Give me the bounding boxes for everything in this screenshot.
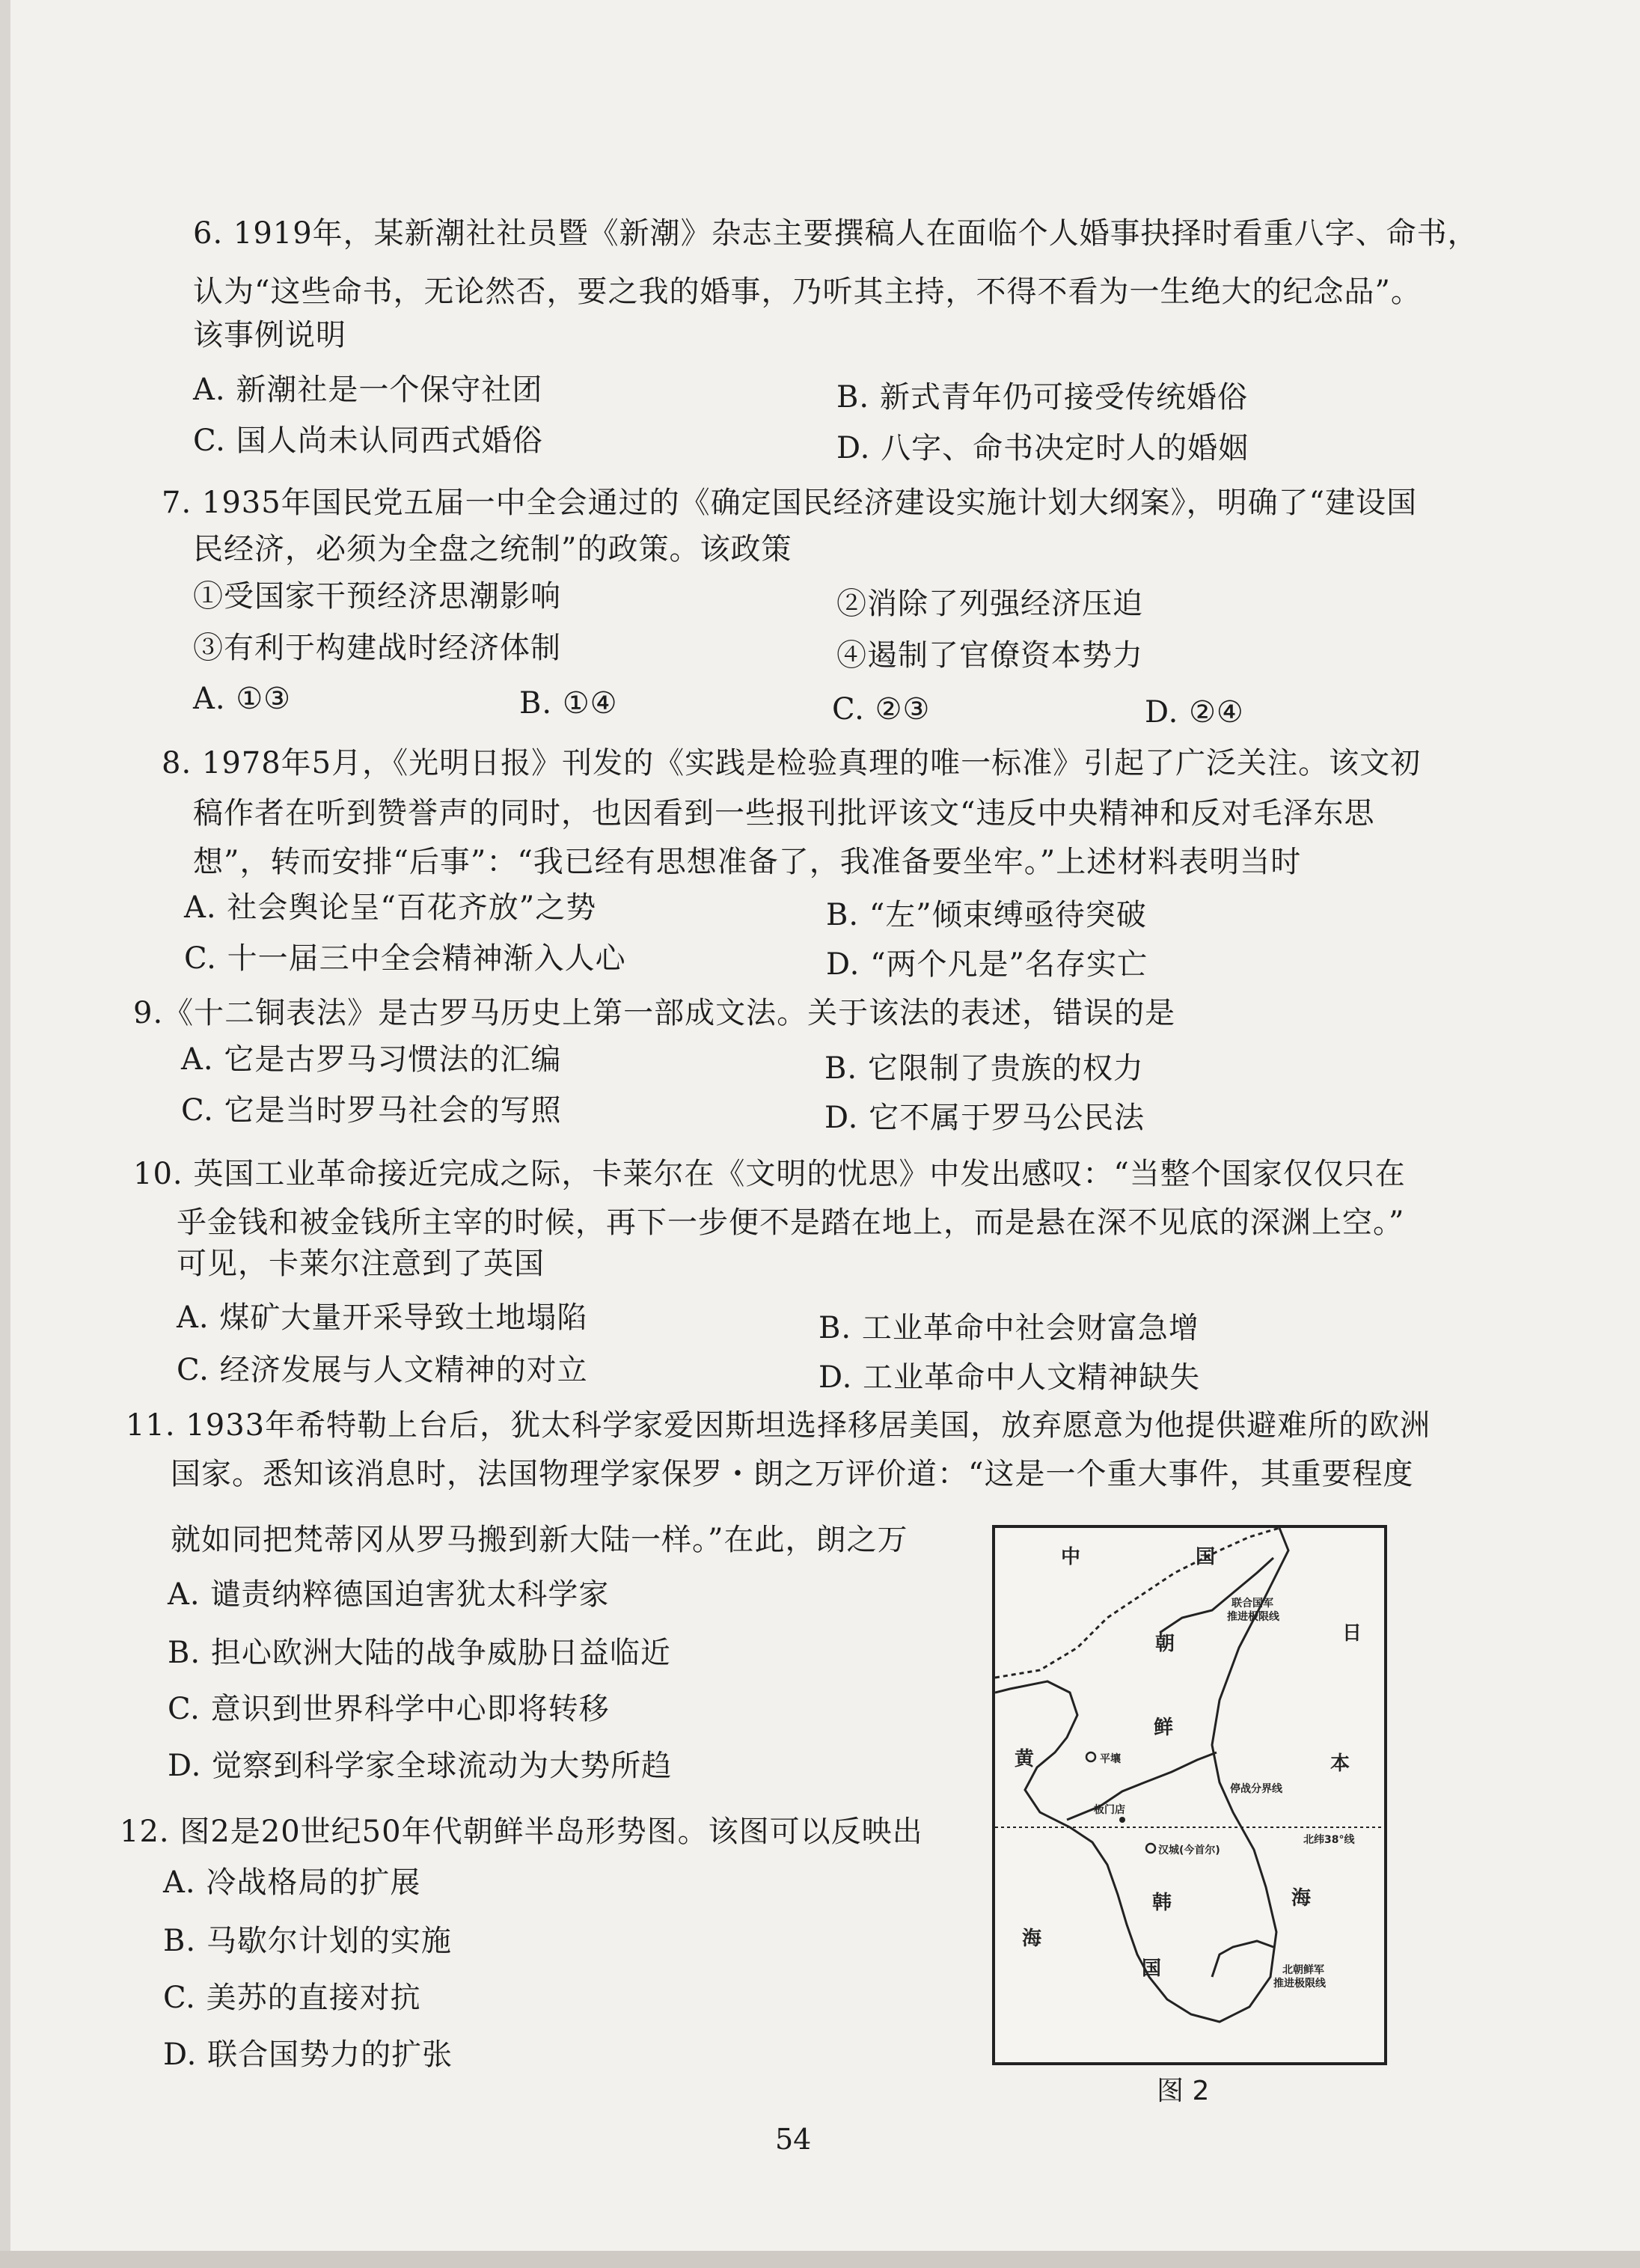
- q12-option-c: C. 美苏的直接对抗: [163, 1981, 421, 2015]
- q7-item-4: ④遏制了官僚资本势力: [836, 638, 1143, 673]
- map-label-nk-line-2: 推进极限线: [1273, 1978, 1326, 1990]
- map-label-china-1: 中: [1061, 1546, 1081, 1568]
- map-label-korea-south-1: 韩: [1152, 1892, 1172, 1914]
- q11-stem-line1: 11. 1933年希特勒上台后，犹太科学家爱因斯坦选择移居美国，放弃愿意为他提供避难所的欧洲: [126, 1408, 1431, 1443]
- q8-option-a: A. 社会舆论呈“百花齐放”之势: [184, 890, 597, 925]
- map-label-korea-north-2: 鲜: [1154, 1717, 1174, 1739]
- map-label-japan-sea-3: 海: [1291, 1887, 1312, 1910]
- q7-option-c: C. ②③: [832, 692, 931, 727]
- map-label-armistice: 停战分界线: [1230, 1783, 1282, 1795]
- q10-option-c: C. 经济发展与人文精神的对立: [177, 1353, 588, 1387]
- map-label-japan-sea-1: 日: [1342, 1622, 1362, 1645]
- q10-option-b: B. 工业革命中社会财富急增: [819, 1311, 1199, 1345]
- q6-option-d: D. 八字、命书决定时人的婚姻: [836, 431, 1249, 465]
- q11-option-a: A. 谴责纳粹德国迫害犹太科学家: [168, 1577, 610, 1612]
- q10-option-a: A. 煤矿大量开采导致土地塌陷: [177, 1300, 588, 1335]
- map-label-seoul: 汉城(今首尔): [1158, 1844, 1220, 1856]
- q7-stem-line1: 7. 1935年国民党五届一中全会通过的《确定国民经济建设实施计划大纲案》，明确了“建设国: [162, 486, 1418, 520]
- q11-stem-line2: 国家。悉知该消息时，法国物理学家保罗・朗之万评价道：“这是一个重大事件，其重要程度: [171, 1457, 1414, 1491]
- map-label-china-2: 国: [1196, 1546, 1216, 1568]
- q10-stem-line1: 10. 英国工业革命接近完成之际，卡莱尔在《文明的忧思》中发出感叹：“当整个国家仅仅只在: [133, 1157, 1406, 1191]
- q9-stem-line1: 9.《十二铜表法》是古罗马历史上第一部成文法。关于该法的表述，错误的是: [133, 996, 1176, 1030]
- q7-item-1: ①受国家干预经济思潮影响: [193, 579, 561, 614]
- q6-stem-line2: 认为“这些命书，无论然否，要之我的婚事，乃听其主持，不得不看为一生绝大的纪念品”。: [193, 275, 1422, 309]
- q8-option-c: C. 十一届三中全会精神渐入人心: [184, 941, 626, 976]
- q7-option-a: A. ①③: [193, 682, 292, 716]
- q10-stem-line2: 乎金钱和被金钱所主宰的时候，再下一步便不是踏在地上，而是悬在深不见底的深渊上空。”: [177, 1205, 1405, 1240]
- map-label-un-line-2: 推进极限线: [1227, 1611, 1279, 1623]
- map-label-panmunjom: 板门店: [1094, 1804, 1125, 1816]
- page-edge: [0, 0, 10, 2268]
- q6-option-b: B. 新式青年仍可接受传统婚俗: [836, 380, 1248, 415]
- q10-stem-line3: 可见，卡莱尔注意到了英国: [177, 1247, 545, 1281]
- q10-option-d: D. 工业革命中人文精神缺失: [819, 1360, 1201, 1395]
- q11-option-b: B. 担心欧洲大陆的战争威胁日益临近: [168, 1636, 671, 1670]
- q7-item-2: ②消除了列强经济压迫: [836, 587, 1143, 621]
- map-caption: 图 2: [1157, 2076, 1210, 2106]
- map-label-korea-north-1: 朝: [1155, 1633, 1175, 1655]
- q6-option-c: C. 国人尚未认同西式婚俗: [193, 424, 543, 458]
- map-label-un-line-1: 联合国军: [1231, 1598, 1273, 1610]
- q7-option-d: D. ②④: [1145, 695, 1244, 730]
- q9-option-c: C. 它是当时罗马社会的写照: [181, 1093, 562, 1128]
- map-label-nk-line-1: 北朝鲜军: [1282, 1964, 1324, 1976]
- q8-stem-line3: 想”，转而安排“后事”：“我已经有思想准备了，我准备要坐牢。”上述材料表明当时: [193, 845, 1302, 879]
- page-edge-bottom: [0, 2251, 1640, 2268]
- q11-stem-line3: 就如同把梵蒂冈从罗马搬到新大陆一样。”在此，朗之万: [171, 1523, 908, 1557]
- q9-option-d: D. 它不属于罗马公民法: [824, 1101, 1145, 1135]
- q7-option-b: B. ①④: [519, 686, 618, 721]
- q9-option-a: A. 它是古罗马习惯法的汇编: [181, 1042, 562, 1077]
- map-label-japan-sea-2: 本: [1330, 1752, 1350, 1775]
- map-label-38th-parallel: 北纬38°线: [1303, 1834, 1355, 1846]
- q12-option-a: A. 冷战格局的扩展: [163, 1865, 421, 1900]
- q12-option-b: B. 马歇尔计划的实施: [163, 1924, 452, 1958]
- page-number: 54: [775, 2123, 812, 2156]
- korea-map-drawing: [995, 1528, 1384, 2062]
- map-label-yellow-sea-2: 海: [1022, 1928, 1042, 1950]
- q12-stem-line1: 12. 图2是20世纪50年代朝鲜半岛形势图。该图可以反映出: [120, 1815, 923, 1849]
- map-label-korea-south-2: 国: [1142, 1957, 1162, 1980]
- korea-map-figure: [992, 1525, 1387, 2065]
- q8-option-d: D. “两个凡是”名存实亡: [826, 947, 1148, 982]
- q11-option-c: C. 意识到世界科学中心即将转移: [168, 1692, 610, 1726]
- q8-option-b: B. “左”倾束缚亟待突破: [826, 898, 1147, 932]
- q9-option-b: B. 它限制了贵族的权力: [824, 1051, 1144, 1086]
- q8-stem-line1: 8. 1978年5月，《光明日报》刊发的《实践是检验真理的唯一标准》引起了广泛关注。该文初: [162, 746, 1422, 780]
- map-label-yellow-sea-1: 黄: [1015, 1748, 1035, 1770]
- q11-option-d: D. 觉察到科学家全球流动为大势所趋: [168, 1749, 673, 1783]
- q6-stem-line3: 该事例说明: [193, 318, 346, 352]
- q7-item-3: ③有利于构建战时经济体制: [193, 631, 561, 665]
- q6-stem-line1: 6. 1919年，某新潮社社员暨《新潮》杂志主要撰稿人在面临个人婚事抉择时看重八字、命书，: [193, 216, 1478, 251]
- q8-stem-line2: 稿作者在听到赞誉声的同时，也因看到一些报刊批评该文“违反中央精神和反对毛泽东思: [193, 796, 1375, 831]
- q12-option-d: D. 联合国势力的扩张: [163, 2038, 453, 2072]
- q7-stem-line2: 民经济，必须为全盘之统制”的政策。该政策: [193, 532, 792, 566]
- map-label-pyongyang: 平壤: [1100, 1753, 1121, 1765]
- q6-option-a: A. 新潮社是一个保守社团: [193, 373, 543, 407]
